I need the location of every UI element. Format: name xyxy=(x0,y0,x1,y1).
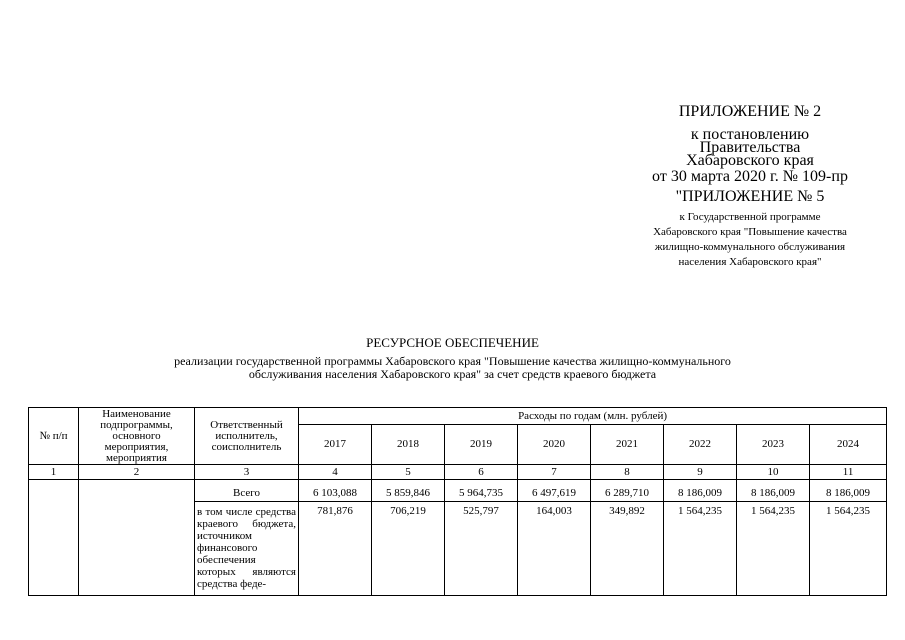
appendix-sub-line-2: Хабаровского края "Повышение качества xyxy=(653,226,847,238)
header-year: 2019 xyxy=(445,425,518,465)
appendix-sub-line-3: жилищно-коммунального обслуживания xyxy=(654,241,846,253)
column-number-row xyxy=(29,465,887,480)
header-year: 2018 xyxy=(372,425,445,465)
column-number: 5 xyxy=(372,465,445,480)
header-year: 2022 xyxy=(664,425,737,465)
column-number: 9 xyxy=(664,465,737,480)
header-expenses: Расходы по годам (млн. рублей) xyxy=(299,408,887,425)
value-cell: 349,892 xyxy=(591,502,664,596)
header-year: 2020 xyxy=(518,425,591,465)
value-cell: 6 497,619 xyxy=(518,480,591,502)
value-cell: 5 859,846 xyxy=(372,480,445,502)
cell-num-empty xyxy=(29,480,79,596)
value-cell: 6 103,088 xyxy=(299,480,372,502)
header-num: № п/п xyxy=(29,408,79,465)
table-row-total xyxy=(29,480,887,502)
appendix-sub-line-4: населения Хабаровского края" xyxy=(678,256,822,268)
header-year: 2024 xyxy=(810,425,887,465)
document-subtitle: реализации государственной программы Хабаровского края "Повышение качества жилищно-коммунального обслуживания населения Хабаровского края" за счет средств краевого бюджета xyxy=(174,354,731,381)
column-number: 8 xyxy=(591,465,664,480)
appendix-title: ПРИЛОЖЕНИЕ № 2 xyxy=(678,103,822,120)
header-year: 2023 xyxy=(737,425,810,465)
value-cell: 1 564,235 xyxy=(737,502,810,596)
column-number: 1 xyxy=(29,465,79,480)
appendix-line-5: "ПРИЛОЖЕНИЕ № 5 xyxy=(675,188,825,205)
column-number: 3 xyxy=(195,465,299,480)
header-responsible: Ответственный исполнитель, соисполнитель xyxy=(195,408,299,465)
value-cell: 8 186,009 xyxy=(664,480,737,502)
column-number: 7 xyxy=(518,465,591,480)
table-header-row xyxy=(29,408,887,425)
column-number: 2 xyxy=(79,465,195,480)
appendix-line-3: Хабаровского края xyxy=(686,152,814,169)
value-cell: 6 289,710 xyxy=(591,480,664,502)
appendix-line-1: к постановлению xyxy=(690,126,810,143)
value-cell: 1 564,235 xyxy=(664,502,737,596)
value-cell: 706,219 xyxy=(372,502,445,596)
cell-name-empty xyxy=(79,480,195,596)
appendix-subtext xyxy=(600,210,900,270)
row-label-total: Всего xyxy=(195,480,299,502)
header-year: 2021 xyxy=(591,425,664,465)
value-cell: 781,876 xyxy=(299,502,372,596)
column-number: 6 xyxy=(445,465,518,480)
column-number: 10 xyxy=(737,465,810,480)
appendix-line-2: Правительства xyxy=(699,139,801,156)
column-number: 11 xyxy=(810,465,887,480)
value-cell: 8 186,009 xyxy=(737,480,810,502)
value-cell: 164,003 xyxy=(518,502,591,596)
value-cell: 525,797 xyxy=(445,502,518,596)
column-number: 4 xyxy=(299,465,372,480)
header-name: Наименование подпрограммы, основного мероприятия, мероприятия xyxy=(79,408,195,465)
header-year: 2017 xyxy=(299,425,372,465)
value-cell: 5 964,735 xyxy=(445,480,518,502)
value-cell: 1 564,235 xyxy=(810,502,887,596)
appendix-sub-line-1: к Государственной программе xyxy=(679,211,821,223)
resource-table xyxy=(28,407,887,596)
appendix-line-4: от 30 марта 2020 г. № 109-пр xyxy=(652,168,848,185)
document-title: РЕСУРСНОЕ ОБЕСПЕЧЕНИЕ xyxy=(366,335,539,350)
row-label-regional: в том числе средства краевого бюджета, источником финансового обеспечения которых являются средства феде- xyxy=(195,502,299,596)
value-cell: 8 186,009 xyxy=(810,480,887,502)
